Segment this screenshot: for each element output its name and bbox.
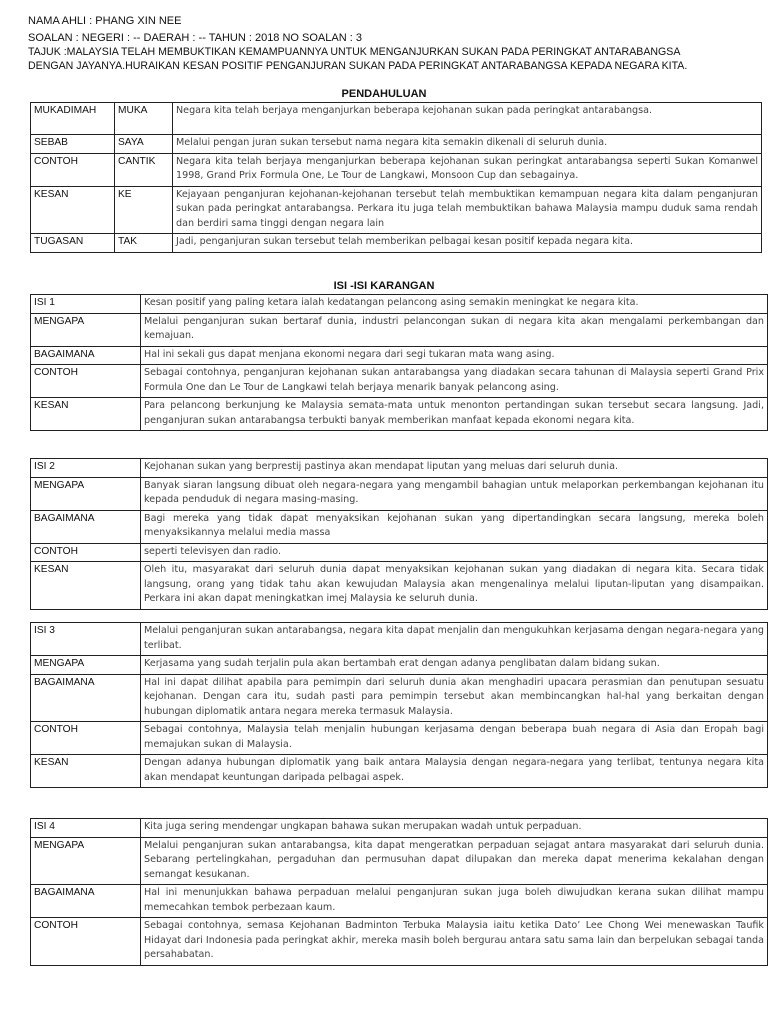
point-text: Sebagai contohnya, semasa Kejohanan Badminton Terbuka Malaysia iaitu ketika Dato’ Lee Chong Wei menewaskan Taufik Hidayat dari Indonesia pada peringkat akhir, mereka masih boleh bergurau antara satu sama lain dan berpelukan sebagai tanda persahabatan. xyxy=(141,918,768,966)
point-label: BAGAIMANA xyxy=(31,510,141,543)
intro-label: SEBAB xyxy=(31,135,115,154)
table-row xyxy=(31,623,768,656)
point-label: ISI 3 xyxy=(31,623,141,656)
table-row xyxy=(31,819,768,838)
point-text: Melalui penganjuran sukan antarabangsa, kita dapat mengeratkan perpaduan sejagat antara masyarakat dari seluruh dunia. Sebarang pertelingkahan, pergaduhan dan permusuhan dapat dilupakan dan mereka dapat menerima kekalahan dengan semangat kesukanan. xyxy=(141,837,768,885)
intro-label: KESAN xyxy=(31,186,115,234)
point-label: BAGAIMANA xyxy=(31,885,141,918)
intro-text: Jadi, penganjuran sukan tersebut telah memberikan pelbagai kesan positif kepada negara kita. xyxy=(173,234,762,253)
point-text: Oleh itu, masyarakat dari seluruh dunia dapat menyaksikan kejohanan sukan yang diadakan di negara kita. Secara tidak langsung, orang yang tidak tahu akan kewujudan Malaysia akan mengenalinya melalui liputan-liputan yang disampaikan. Perkara ini akan dapat meningkatkan imej Malaysia ke seluruh dunia. xyxy=(141,562,768,610)
intro-label: CONTOH xyxy=(31,153,115,186)
point-label: CONTOH xyxy=(31,722,141,755)
table-row xyxy=(31,365,768,398)
intro-key: MUKA xyxy=(115,103,173,135)
point-label: CONTOH xyxy=(31,543,141,562)
intro-key: SAYA xyxy=(115,135,173,154)
isi-3-table xyxy=(30,622,768,788)
point-label: KESAN xyxy=(31,755,141,788)
table-row xyxy=(31,477,768,510)
isi-2-table xyxy=(30,458,768,610)
table-row xyxy=(31,885,768,918)
table-row xyxy=(31,755,768,788)
intro-key: TAK xyxy=(115,234,173,253)
table-row xyxy=(31,186,762,234)
intro-text: Kejayaan penganjuran kejohanan-kejohanan tersebut telah membuktikan kemampuan negara kita dalam penganjuran sukan pada peringkat antarabangsa. Perkara itu juga telah membuktikan bahawa Malaysia mampu duduk sama rendah dan berdiri sama tinggi dengan negara lain xyxy=(173,186,762,234)
point-label: CONTOH xyxy=(31,365,141,398)
intro-key: CANTIK xyxy=(115,153,173,186)
point-text: Banyak siaran langsung dibuat oleh negara-negara yang mengambil bahagian untuk melaporkan perkembangan kejohanan itu kepada penduduk di negara masing-masing. xyxy=(141,477,768,510)
point-text: seperti televisyen dan radio. xyxy=(141,543,768,562)
point-text: Hal ini dapat dilihat apabila para pemimpin dari seluruh dunia akan menghadiri upacara perasmian dan penutupan sesuatu kejohanan. Dengan cara itu, sudah pasti para pemimpin tersebut akan membincangkan hal-hal yang berkaitan dengan hubungan diplomatik antara negara mereka termasuk Malaysia. xyxy=(141,674,768,722)
point-label: CONTOH xyxy=(31,918,141,966)
point-text: Hal ini menunjukkan bahawa perpaduan melalui penganjuran sukan juga boleh diwujudkan kerana sukan dilihat mampu memecahkan tembok perbezaan kaum. xyxy=(141,885,768,918)
table-row xyxy=(31,153,762,186)
table-row xyxy=(31,722,768,755)
table-row xyxy=(31,674,768,722)
point-label: ISI 2 xyxy=(31,459,141,478)
table-row xyxy=(31,543,768,562)
point-text: Kejohanan sukan yang berprestij pastinya akan mendapat liputan yang meluas dari seluruh dunia. xyxy=(141,459,768,478)
isi-1-table xyxy=(30,294,768,431)
point-label: ISI 4 xyxy=(31,819,141,838)
point-text: Sebagai contohnya, penganjuran kejohanan sukan antarabangsa yang diadakan secara tahunan di Malaysia seperti Grand Prix Formula One dan Le Tour de Langkawi telah berjaya menarik banyak pelancong asing. xyxy=(141,365,768,398)
table-row xyxy=(31,135,762,154)
point-text: Dengan adanya hubungan diplomatik yang baik antara Malaysia dengan negara-negara yang terlibat, tentunya negara kita akan mendapat keuntungan daripada pelbagai aspek. xyxy=(141,755,768,788)
point-label: MENGAPA xyxy=(31,837,141,885)
intro-table xyxy=(30,102,762,253)
member-name: NAMA AHLI : PHANG XIN NEE xyxy=(28,15,182,27)
point-text: Kesan positif yang paling ketara ialah kedatangan pelancong asing semakin meningkat ke negara kita. xyxy=(141,295,768,314)
table-row xyxy=(31,398,768,431)
point-label: BAGAIMANA xyxy=(31,346,141,365)
table-row xyxy=(31,562,768,610)
table-row xyxy=(31,510,768,543)
point-label: MENGAPA xyxy=(31,477,141,510)
table-row xyxy=(31,103,762,135)
intro-label: MUKADIMAH xyxy=(31,103,115,135)
table-row xyxy=(31,918,768,966)
table-row xyxy=(31,459,768,478)
intro-key: KE xyxy=(115,186,173,234)
point-label: ISI 1 xyxy=(31,295,141,314)
intro-text: Negara kita telah berjaya menganjurkan beberapa kejohanan sukan peringkat antarabangsa seperti Sukan Komanwel 1998, Grand Prix Formula One, Le Tour de Langkawi, Monsoon Cup dan sebagainya. xyxy=(173,153,762,186)
point-label: KESAN xyxy=(31,398,141,431)
point-label: BAGAIMANA xyxy=(31,674,141,722)
point-label: KESAN xyxy=(31,562,141,610)
intro-label: TUGASAN xyxy=(31,234,115,253)
question-info: SOALAN : NEGERI : -- DAERAH : -- TAHUN : 2018 NO SOALAN : 3 xyxy=(28,32,362,44)
point-text: Para pelancong berkunjung ke Malaysia semata-mata untuk menonton pertandingan sukan tersebut secara langsung. Jadi, penganjuran sukan antarabangsa terbukti banyak memberikan manfaat kepada ekonomi negara kita. xyxy=(141,398,768,431)
table-row xyxy=(31,656,768,675)
body-title: ISI -ISI KARANGAN xyxy=(333,280,435,292)
table-row xyxy=(31,346,768,365)
intro-text: Melalui pengan juran sukan tersebut nama negara kita semakin dikenali di seluruh dunia. xyxy=(173,135,762,154)
table-row xyxy=(31,837,768,885)
point-text: Bagi mereka yang tidak dapat menyaksikan kejohanan sukan yang dipertandingkan secara langsung, mereka boleh menyaksikannya melalui media massa xyxy=(141,510,768,543)
point-text: Sebagai contohnya, Malaysia telah menjalin hubungan kerjasama dengan beberapa buah negara di Asia dan Eropah bagi memajukan sukan di Malaysia. xyxy=(141,722,768,755)
point-text: Melalui penganjuran sukan bertaraf dunia, industri pelancongan sukan di negara kita akan mengalami perkembangan dan kemajuan. xyxy=(141,313,768,346)
point-text: Melalui penganjuran sukan antarabangsa, negara kita dapat menjalin dan mengukuhkan kerjasama dengan negara-negara yang terlibat. xyxy=(141,623,768,656)
table-row xyxy=(31,295,768,314)
table-row xyxy=(31,313,768,346)
point-label: MENGAPA xyxy=(31,313,141,346)
intro-text: Negara kita telah berjaya menganjurkan beberapa kejohanan sukan pada peringkat antarabangsa. xyxy=(173,103,762,135)
table-row xyxy=(31,234,762,253)
isi-4-table xyxy=(30,818,768,966)
point-text: Hal ini sekali gus dapat menjana ekonomi negara dari segi tukaran mata wang asing. xyxy=(141,346,768,365)
point-label: MENGAPA xyxy=(31,656,141,675)
topic-line-1: TAJUK :MALAYSIA TELAH MEMBUKTIKAN KEMAMPUANNYA UNTUK MENGANJURKAN SUKAN PADA PERINGKAT ANTARABANGSA xyxy=(28,46,681,58)
point-text: Kita juga sering mendengar ungkapan bahawa sukan merupakan wadah untuk perpaduan. xyxy=(141,819,768,838)
intro-title: PENDAHULUAN xyxy=(341,88,427,100)
topic-line-2: DENGAN JAYANYA.HURAIKAN KESAN POSITIF PENGANJURAN SUKAN PADA PERINGKAT ANTARABANGSA KEPADA NEGARA KITA. xyxy=(28,60,688,72)
point-text: Kerjasama yang sudah terjalin pula akan bertambah erat dengan adanya penglibatan dalam bidang sukan. xyxy=(141,656,768,675)
